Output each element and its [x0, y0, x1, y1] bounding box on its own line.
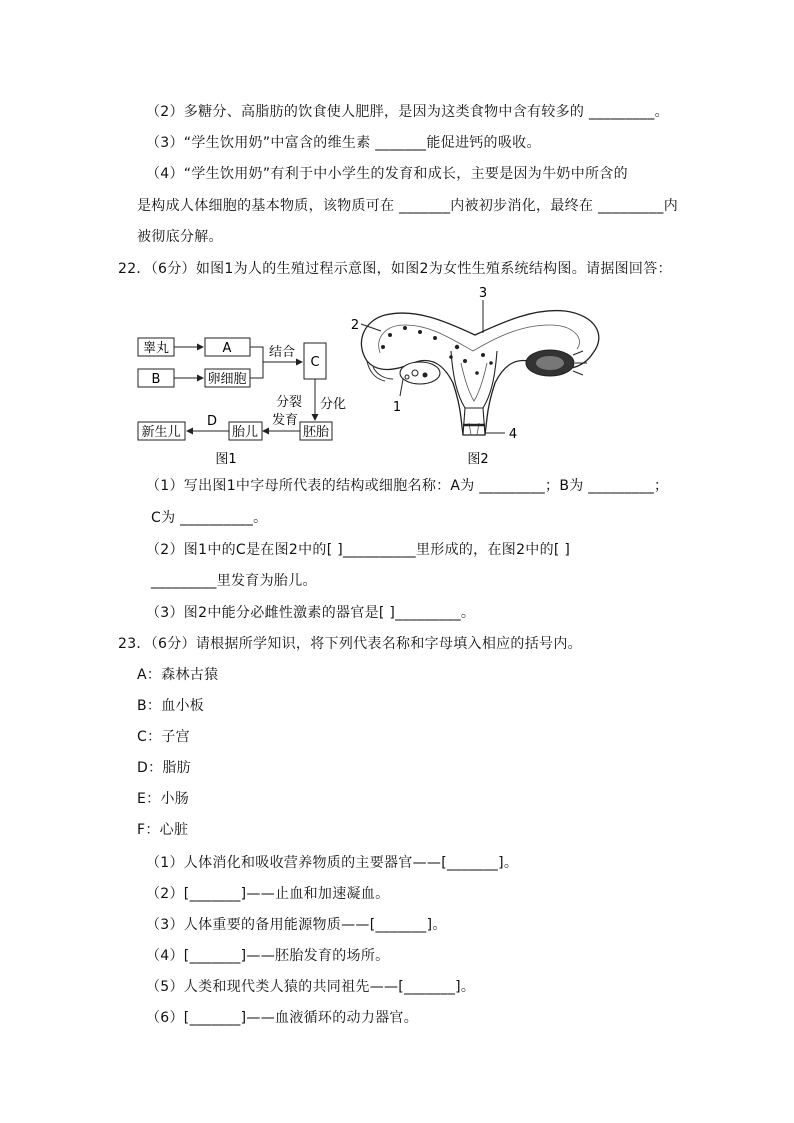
- label-fetus: 胎儿: [231, 425, 259, 440]
- q22-sub2-line2: _________里发育为胎儿。: [151, 573, 317, 589]
- q23-option-E: E：小肠: [137, 791, 190, 807]
- q22-stem: 22．（6分）如图1为人的生殖过程示意图，如图2为女性生殖系统结构图。请据图回答：: [118, 261, 672, 277]
- q21-item-2: （2）多糖分、高脂肪的饮食使人肥胖，是因为这类食物中含有较多的 _________。: [146, 104, 669, 120]
- label-divide: 分裂: [275, 395, 302, 410]
- label-develop: 发育: [271, 413, 299, 428]
- label-newborn: 新生儿: [141, 425, 181, 440]
- q23-option-F: F：心脏: [137, 822, 189, 838]
- figure-2-caption: 图2: [467, 452, 489, 467]
- fig2-label-2: 2: [350, 318, 360, 333]
- q23-option-C: C：子宫: [137, 729, 190, 745]
- q23-item-2: （2）[_______]——止血和加速凝血。: [146, 886, 390, 902]
- fig2-label-1: 1: [392, 400, 402, 415]
- label-A: A: [222, 341, 232, 356]
- q21-item-4-line1: （4）“学生饮用奶”有利于中小学生的发育和成长，主要是因为牛奶中所含的: [146, 166, 628, 182]
- q23-item-1: （1）人体消化和吸收营养物质的主要器官——[_______]。: [146, 855, 519, 871]
- q21-item-4-line2: 是构成人体细胞的基本物质，该物质可在 _______内被初步消化，最终在 _________内: [137, 198, 678, 214]
- q23-option-A: A：森林古猿: [137, 667, 219, 683]
- q22-sub2-line1: （2）图1中的C是在图2中的[ ]__________里形成的，在图2中的[ ]: [146, 542, 571, 558]
- label-combine: 结合: [268, 345, 296, 360]
- q21-item-3: （3）“学生饮用奶”中富含的维生素 _______能促进钙的吸收。: [146, 135, 541, 151]
- q23-item-5: （5）人类和现代类人猿的共同祖先——[_______]。: [146, 979, 476, 995]
- q21-item-4-line3: 被彻底分解。: [137, 229, 223, 245]
- label-testis: 睾丸: [142, 341, 170, 356]
- label-C: C: [310, 355, 320, 370]
- q23-option-B: B：血小板: [137, 698, 205, 714]
- q23-stem: 23．（6分）请根据所学知识，将下列代表名称和字母填入相应的括号内。: [118, 636, 582, 652]
- q23-item-4: （4）[_______]——胚胎发育的场所。: [146, 948, 390, 964]
- q22-sub1-line2: C为 __________。: [151, 510, 268, 526]
- fig2-label-3: 3: [478, 286, 488, 301]
- label-D: D: [206, 414, 218, 429]
- figure-1-reproduction-flowchart: [130, 325, 350, 470]
- q23-option-D: D：脂肪: [137, 760, 191, 776]
- figure-1-caption: 图1: [215, 452, 237, 467]
- label-egg: 卵细胞: [207, 372, 247, 387]
- label-B: B: [151, 372, 161, 387]
- q22-sub1-line1: （1）写出图1中字母所代表的结构或细胞名称：A为 _________；B为 _________；: [146, 478, 669, 494]
- figure-2-female-reproductive-system: [345, 283, 615, 468]
- q22-sub3: （3）图2中能分必雌性激素的器官是[ ]_________。: [146, 605, 476, 621]
- q23-item-3: （3）人体重要的备用能源物质——[_______]。: [146, 917, 447, 933]
- q23-item-6: （6）[_______]——血液循环的动力器官。: [146, 1010, 419, 1026]
- label-embryo: 胚胎: [302, 425, 330, 440]
- fig2-label-4: 4: [508, 427, 518, 442]
- label-differentiate: 分化: [320, 397, 347, 412]
